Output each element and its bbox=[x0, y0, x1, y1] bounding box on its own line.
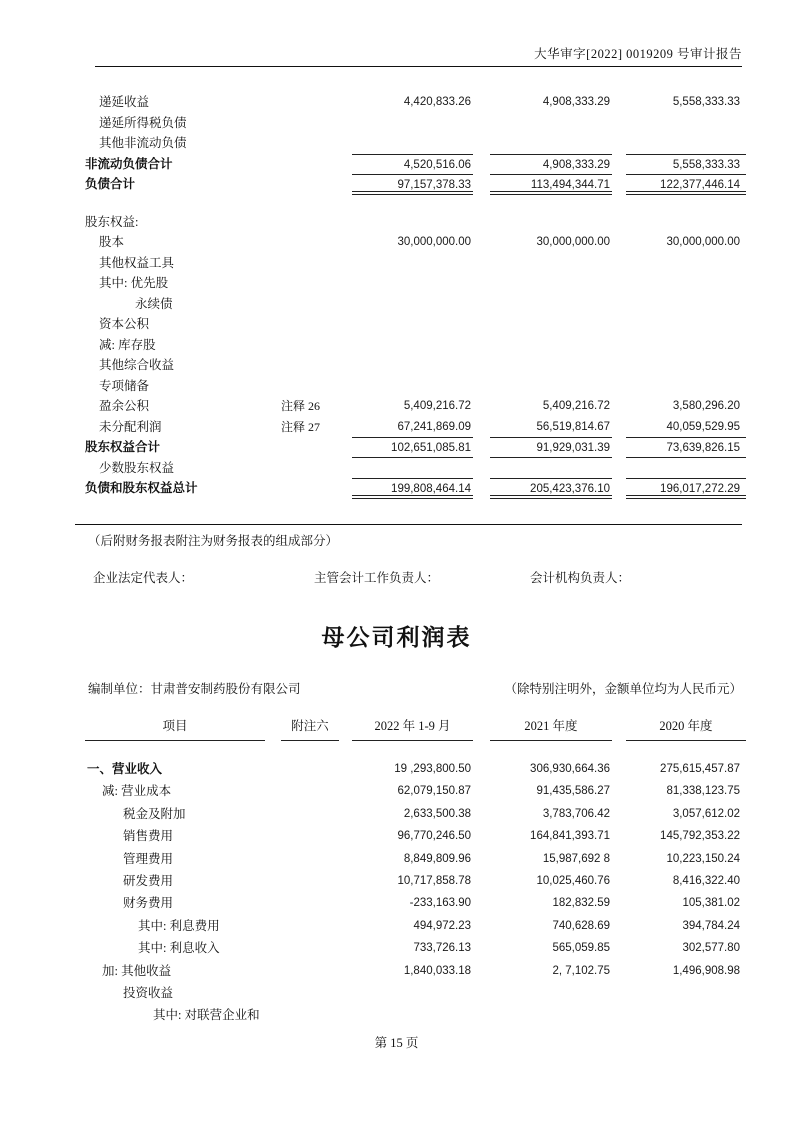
value-cell: 5,409,216.72 bbox=[542, 400, 610, 412]
value-cell bbox=[626, 133, 746, 154]
row-label: 销售费用 bbox=[123, 829, 174, 844]
value-cell: 113,494,344.71 bbox=[490, 174, 612, 195]
table-spacer bbox=[85, 195, 746, 212]
row-label: 非流动负债合计 bbox=[85, 156, 173, 171]
value-cell bbox=[626, 212, 746, 233]
table-row bbox=[85, 780, 746, 802]
table-row bbox=[85, 396, 746, 417]
value-cell bbox=[490, 355, 612, 376]
value-cell bbox=[490, 314, 612, 335]
row-label: 股东权益合计 bbox=[85, 440, 161, 454]
table-row bbox=[85, 825, 746, 847]
value-cell: 122,377,446.14 bbox=[626, 174, 746, 195]
value-cell: 10,223,150.24 bbox=[666, 852, 740, 865]
table-row bbox=[85, 355, 746, 376]
row-label: 其中: 利息收入 bbox=[138, 941, 220, 956]
table-row bbox=[85, 335, 746, 356]
row-note-ref bbox=[281, 1004, 352, 1026]
row-label: 投资收益 bbox=[123, 985, 174, 1000]
row-note-ref bbox=[281, 92, 352, 113]
value-cell bbox=[352, 253, 473, 274]
value-cell: -233,163.90 bbox=[409, 897, 471, 910]
row-note-ref bbox=[281, 133, 352, 154]
row-label: 负债合计 bbox=[85, 177, 136, 191]
row-note-ref bbox=[281, 803, 352, 825]
value-cell bbox=[490, 335, 612, 356]
value-cell bbox=[626, 335, 746, 356]
value-cell: 494,972.23 bbox=[413, 919, 471, 932]
row-note-ref bbox=[281, 758, 352, 780]
value-cell: 182,832.59 bbox=[552, 897, 610, 910]
chief-accountant-label: 主管会计工作负责人： bbox=[314, 571, 440, 585]
balance-sheet-table bbox=[85, 92, 746, 499]
value-cell: 4,520,516.06 bbox=[352, 154, 473, 175]
table-row bbox=[85, 870, 746, 892]
value-cell: 81,338,123.75 bbox=[666, 785, 740, 798]
row-label: 专项储备 bbox=[99, 378, 150, 393]
prepared-by-row bbox=[88, 679, 742, 697]
header-spacer bbox=[339, 714, 352, 741]
value-cell: 205,423,376.10 bbox=[490, 478, 612, 499]
value-cell: 145,792,353.22 bbox=[660, 830, 740, 843]
value-cell bbox=[490, 376, 612, 397]
value-cell: 394,784.24 bbox=[682, 919, 740, 932]
row-label: 管理费用 bbox=[123, 851, 174, 866]
value-cell bbox=[626, 1004, 746, 1026]
table-row bbox=[85, 314, 746, 335]
statement-title: 母公司利润表 bbox=[321, 624, 472, 650]
value-cell bbox=[490, 253, 612, 274]
value-cell bbox=[626, 273, 746, 294]
value-cell bbox=[352, 376, 473, 397]
value-cell: 2, 7,102.75 bbox=[552, 964, 610, 977]
value-cell bbox=[352, 113, 473, 134]
value-cell bbox=[352, 294, 473, 315]
signature-line bbox=[0, 568, 793, 588]
row-note-ref bbox=[281, 848, 352, 870]
row-note-ref bbox=[281, 870, 352, 892]
document-header bbox=[85, 44, 742, 62]
row-label: 负债和股东权益总计 bbox=[85, 481, 198, 495]
value-cell bbox=[490, 982, 612, 1004]
value-cell bbox=[626, 253, 746, 274]
header-spacer bbox=[473, 714, 490, 741]
header-spacer bbox=[612, 714, 626, 741]
value-cell: 306,930,664.36 bbox=[530, 763, 610, 775]
value-cell bbox=[490, 212, 612, 233]
row-label: 其他综合收益 bbox=[99, 358, 175, 372]
row-note-ref bbox=[281, 273, 352, 294]
row-label: 财务费用 bbox=[123, 896, 174, 911]
row-note-ref bbox=[281, 294, 352, 315]
prepared-by-label: 编制单位：甘肃普安制药股份有限公司 bbox=[88, 682, 301, 696]
table-row bbox=[85, 803, 746, 825]
value-cell: 15,987,692 8 bbox=[542, 852, 610, 865]
row-label: 其中: 优先股 bbox=[99, 276, 169, 290]
table-row bbox=[85, 892, 746, 914]
section-divider-rule bbox=[75, 524, 742, 525]
row-label: 递延所得税负债 bbox=[99, 115, 187, 130]
table-row bbox=[85, 232, 746, 253]
table-row bbox=[85, 212, 746, 233]
value-cell: 302,577.80 bbox=[682, 942, 740, 955]
value-cell: 30,000,000.00 bbox=[536, 236, 610, 248]
value-cell: 10,025,460.76 bbox=[536, 874, 610, 887]
value-cell: 91,929,031.39 bbox=[490, 437, 612, 458]
value-cell bbox=[626, 982, 746, 1004]
value-cell: 62,079,150.87 bbox=[397, 785, 471, 798]
row-label: 加: 其他收益 bbox=[102, 963, 172, 978]
value-cell bbox=[352, 1004, 473, 1026]
row-note-ref bbox=[281, 915, 352, 937]
income-statement-table bbox=[85, 758, 746, 1027]
row-label: 其他非流动负债 bbox=[99, 136, 187, 150]
table-row bbox=[85, 915, 746, 937]
value-cell bbox=[626, 314, 746, 335]
value-cell bbox=[352, 458, 473, 479]
value-cell bbox=[490, 294, 612, 315]
row-note-ref: 注释 26 bbox=[281, 399, 321, 413]
value-cell bbox=[352, 273, 473, 294]
income-table-header bbox=[85, 714, 746, 741]
value-cell: 91,435,586.27 bbox=[536, 785, 610, 798]
table-row bbox=[85, 376, 746, 397]
value-cell bbox=[490, 273, 612, 294]
value-cell: 4,908,333.29 bbox=[490, 154, 612, 175]
value-cell: 30,000,000.00 bbox=[666, 236, 740, 248]
table-row bbox=[85, 458, 746, 479]
value-cell: 97,157,378.33 bbox=[352, 174, 473, 195]
row-label: 资本公积 bbox=[99, 317, 150, 331]
row-note-ref bbox=[281, 458, 352, 479]
value-cell bbox=[626, 113, 746, 134]
value-cell: 5,409,216.72 bbox=[403, 400, 471, 412]
value-cell bbox=[490, 1004, 612, 1026]
row-note-ref bbox=[281, 937, 352, 959]
row-note-ref bbox=[281, 892, 352, 914]
value-cell bbox=[352, 355, 473, 376]
row-label: 减: 营业成本 bbox=[102, 784, 172, 799]
table-row bbox=[85, 273, 746, 294]
value-cell bbox=[490, 133, 612, 154]
row-label: 税金及附加 bbox=[123, 806, 186, 821]
value-cell: 10,717,858.78 bbox=[397, 874, 471, 887]
table-row bbox=[85, 848, 746, 870]
report-number: 大华审字[2022] 0019209 号审计报告 bbox=[534, 47, 742, 61]
table-row bbox=[85, 294, 746, 315]
row-note-ref bbox=[281, 212, 352, 233]
page-number: 第 15 页 bbox=[374, 1036, 419, 1050]
value-cell bbox=[626, 458, 746, 479]
value-cell: 275,615,457.87 bbox=[660, 763, 740, 775]
row-note-ref bbox=[281, 437, 352, 458]
table-row bbox=[85, 478, 746, 499]
value-cell: 19 ,293,800.50 bbox=[394, 763, 471, 775]
row-note-ref bbox=[281, 232, 352, 253]
value-cell: 733,726.13 bbox=[413, 942, 471, 955]
value-cell bbox=[352, 982, 473, 1004]
value-cell: 96,770,246.50 bbox=[397, 830, 471, 843]
table-row bbox=[85, 154, 746, 175]
row-label: 股东权益: bbox=[85, 214, 139, 229]
value-cell: 5,558,333.33 bbox=[672, 96, 740, 108]
table-row bbox=[85, 92, 746, 113]
row-label: 永续债 bbox=[135, 296, 173, 311]
row-label: 未分配利润 bbox=[99, 419, 162, 434]
value-cell bbox=[352, 314, 473, 335]
row-label: 其中: 利息费用 bbox=[138, 918, 220, 933]
legal-representative-label: 企业法定代表人： bbox=[93, 571, 194, 585]
row-note-ref bbox=[281, 982, 352, 1004]
value-cell: 1,496,908.98 bbox=[672, 964, 740, 977]
column-header-2020: 2020 年度 bbox=[626, 714, 746, 741]
value-cell: 3,580,296.20 bbox=[672, 400, 740, 412]
value-cell: 565,059.85 bbox=[552, 942, 610, 955]
row-label: 其中: 对联营企业和 bbox=[153, 1008, 260, 1023]
row-note-ref bbox=[281, 314, 352, 335]
row-note-ref bbox=[281, 355, 352, 376]
row-note-ref bbox=[281, 154, 352, 175]
accounting-dept-head-label: 会计机构负责人： bbox=[530, 571, 631, 585]
header-spacer bbox=[265, 714, 281, 741]
header-rule bbox=[95, 66, 742, 67]
value-cell bbox=[490, 458, 612, 479]
row-note-ref bbox=[281, 960, 352, 982]
table-row bbox=[85, 758, 746, 780]
row-note-ref bbox=[281, 113, 352, 134]
value-cell: 164,841,393.71 bbox=[530, 830, 610, 843]
value-cell: 3,057,612.02 bbox=[672, 807, 740, 820]
table-row bbox=[85, 253, 746, 274]
value-cell: 3,783,706.42 bbox=[542, 807, 610, 820]
value-cell: 4,420,833.26 bbox=[403, 96, 471, 108]
table-row bbox=[85, 1004, 746, 1026]
currency-note: （除特别注明外，金额单位均为人民币元） bbox=[504, 682, 742, 696]
value-cell bbox=[626, 294, 746, 315]
value-cell: 196,017,272.29 bbox=[626, 478, 746, 499]
row-label: 一、营业收入 bbox=[87, 762, 163, 776]
table-row bbox=[85, 960, 746, 982]
table-row bbox=[85, 113, 746, 134]
table-row bbox=[85, 982, 746, 1004]
row-label: 减: 库存股 bbox=[99, 337, 156, 352]
value-cell: 30,000,000.00 bbox=[397, 236, 471, 248]
value-cell: 73,639,826.15 bbox=[626, 437, 746, 458]
table-row bbox=[85, 133, 746, 154]
row-note-ref bbox=[281, 335, 352, 356]
column-header-item: 项目 bbox=[85, 714, 265, 741]
value-cell bbox=[352, 335, 473, 356]
value-cell: 102,651,085.81 bbox=[352, 437, 473, 458]
column-header-2022: 2022 年 1-9 月 bbox=[352, 714, 473, 741]
row-label: 盈余公积 bbox=[99, 399, 150, 413]
value-cell: 56,519,814.67 bbox=[536, 420, 610, 433]
value-cell bbox=[626, 376, 746, 397]
row-note-ref bbox=[281, 376, 352, 397]
value-cell: 199,808,464.14 bbox=[352, 478, 473, 499]
value-cell: 8,416,322.40 bbox=[672, 874, 740, 887]
row-label: 研发费用 bbox=[123, 873, 174, 888]
row-note-ref bbox=[281, 478, 352, 499]
value-cell bbox=[352, 133, 473, 154]
value-cell bbox=[490, 113, 612, 134]
appendix-note: （后附财务报表附注为财务报表的组成部分） bbox=[88, 534, 339, 548]
value-cell: 105,381.02 bbox=[682, 897, 740, 910]
row-label: 递延收益 bbox=[99, 95, 150, 109]
row-note-ref: 注释 27 bbox=[281, 419, 321, 434]
value-cell: 40,059,529.95 bbox=[666, 420, 740, 433]
value-cell: 2,633,500.38 bbox=[403, 807, 471, 820]
value-cell bbox=[626, 355, 746, 376]
row-note-ref bbox=[281, 825, 352, 847]
table-row bbox=[85, 417, 746, 438]
value-cell: 1,840,033.18 bbox=[403, 964, 471, 977]
value-cell: 8,849,809.96 bbox=[403, 852, 471, 865]
value-cell bbox=[352, 212, 473, 233]
table-row bbox=[85, 937, 746, 959]
value-cell: 5,558,333.33 bbox=[626, 154, 746, 175]
row-label: 股本 bbox=[99, 235, 125, 249]
table-row bbox=[85, 174, 746, 195]
value-cell: 67,241,869.09 bbox=[397, 420, 471, 433]
row-note-ref bbox=[281, 253, 352, 274]
table-row bbox=[85, 437, 746, 458]
column-header-note: 附注六 bbox=[281, 714, 339, 741]
column-header-2021: 2021 年度 bbox=[490, 714, 612, 741]
row-note-ref bbox=[281, 780, 352, 802]
row-note-ref bbox=[281, 174, 352, 195]
value-cell: 740,628.69 bbox=[552, 919, 610, 932]
row-label: 其他权益工具 bbox=[99, 255, 175, 270]
row-label: 少数股东权益 bbox=[99, 460, 175, 475]
value-cell: 4,908,333.29 bbox=[542, 96, 610, 108]
